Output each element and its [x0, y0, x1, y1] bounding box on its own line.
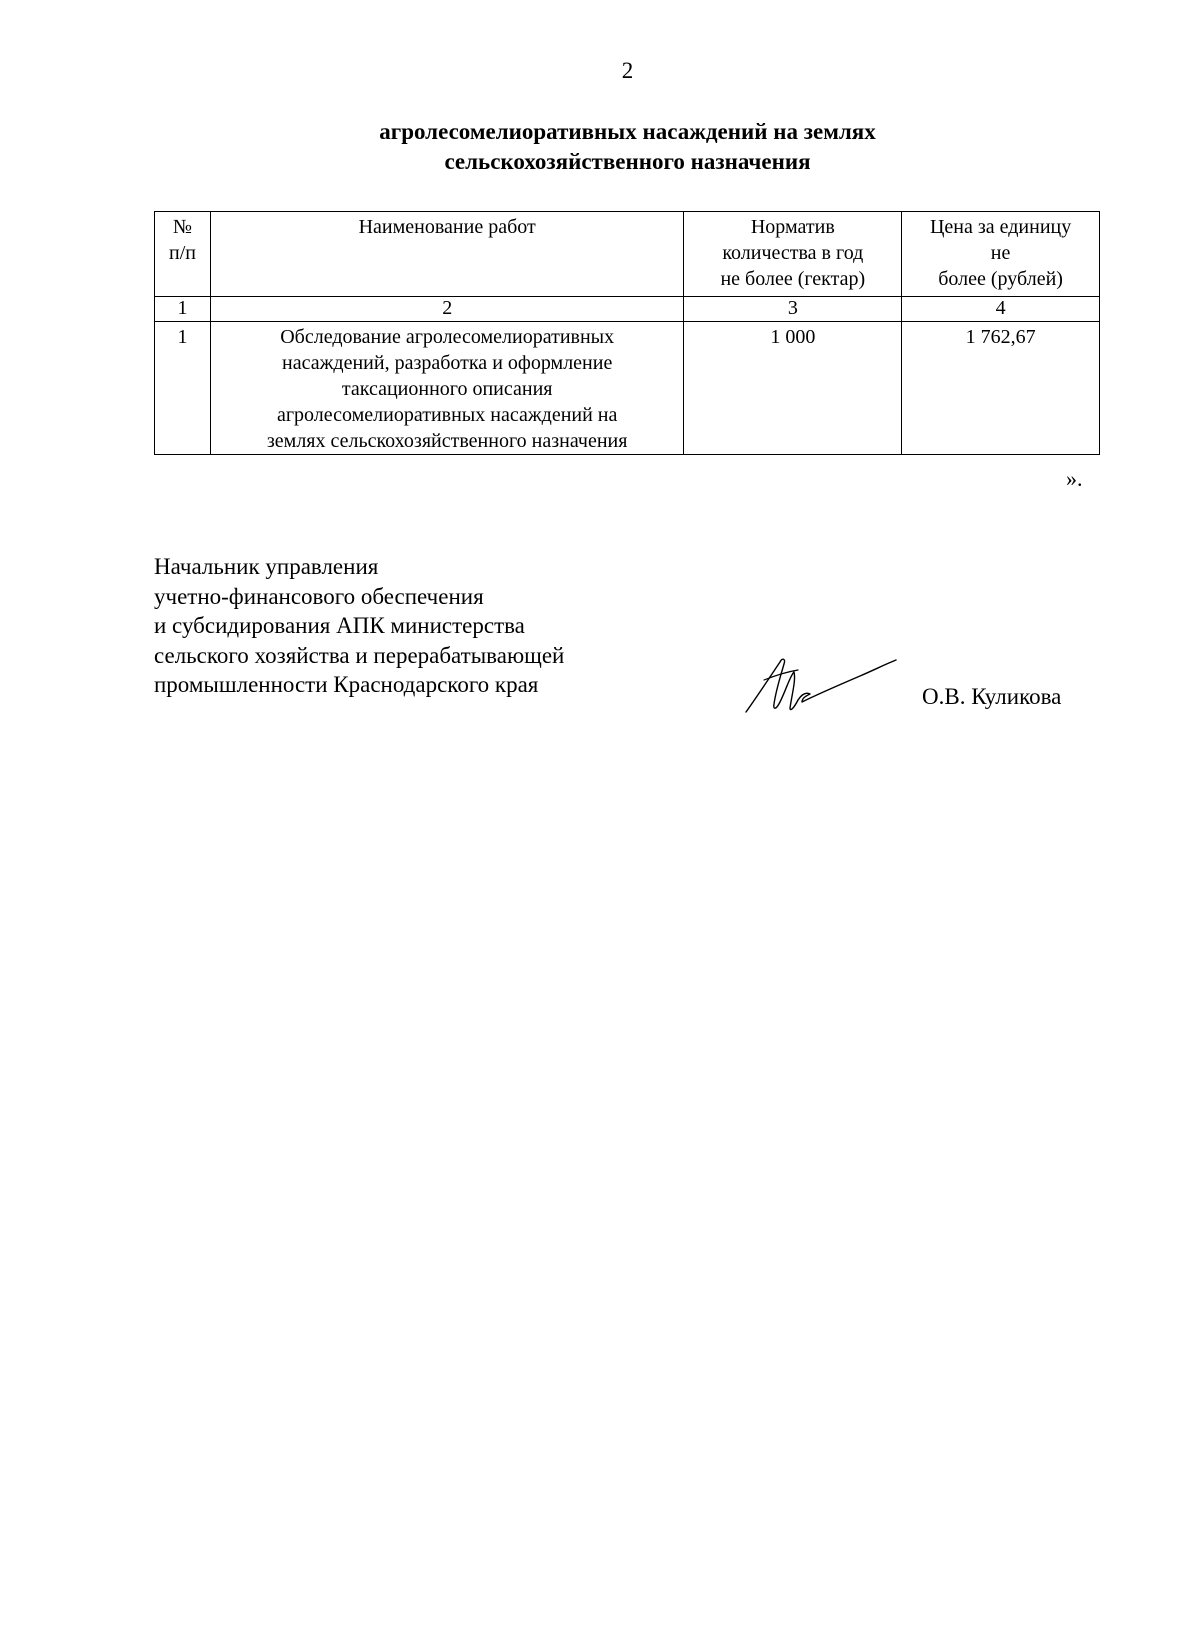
column-number: 1: [155, 297, 211, 322]
row-number: 1: [155, 322, 211, 455]
signer-position-line: Начальник управления: [154, 554, 379, 579]
column-numbers-row: [155, 297, 1100, 322]
signer-position-line: учетно-финансового обеспечения: [154, 583, 484, 609]
column-number: 4: [902, 297, 1100, 322]
document-title: [0, 117, 1200, 177]
signer-position-line: сельского хозяйства и перерабатывающей: [154, 642, 565, 668]
header-norm: Норматив количества в год не более (гектар): [684, 212, 902, 297]
header-work-name: Наименование работ: [210, 212, 684, 297]
column-number: 3: [684, 297, 902, 322]
page-number: 2: [621, 58, 634, 83]
signer-name: О.В. Куликова: [922, 684, 1062, 709]
signer-position: [154, 552, 564, 700]
header-unit-price: Цена за единицу не более (рублей): [902, 212, 1100, 297]
column-number: 2: [210, 297, 684, 322]
row-unit-price: 1 762,67: [902, 322, 1100, 455]
title-line-1: агролесомелиоративных насаждений на землях: [379, 119, 876, 144]
title-line-2: сельскохозяйственного назначения: [444, 149, 811, 174]
row-work-name: Обследование агролесомелиоративных насаждений, разработка и оформление таксационного описания агролесомелиоративных насаждений на землях сельскохозяйственного назначения: [210, 322, 684, 455]
table-row: [155, 322, 1100, 455]
handwritten-signature: [740, 650, 900, 720]
table-header-row: [155, 212, 1100, 297]
signer-position-line: промышленности Краснодарского края: [154, 672, 539, 697]
signer-position-line: и субсидирования АПК министерства: [154, 613, 525, 638]
closing-quote: ».: [1066, 466, 1083, 491]
row-norm: 1 000: [684, 322, 902, 455]
header-number: № п/п: [155, 212, 211, 297]
works-table: [154, 211, 1100, 455]
